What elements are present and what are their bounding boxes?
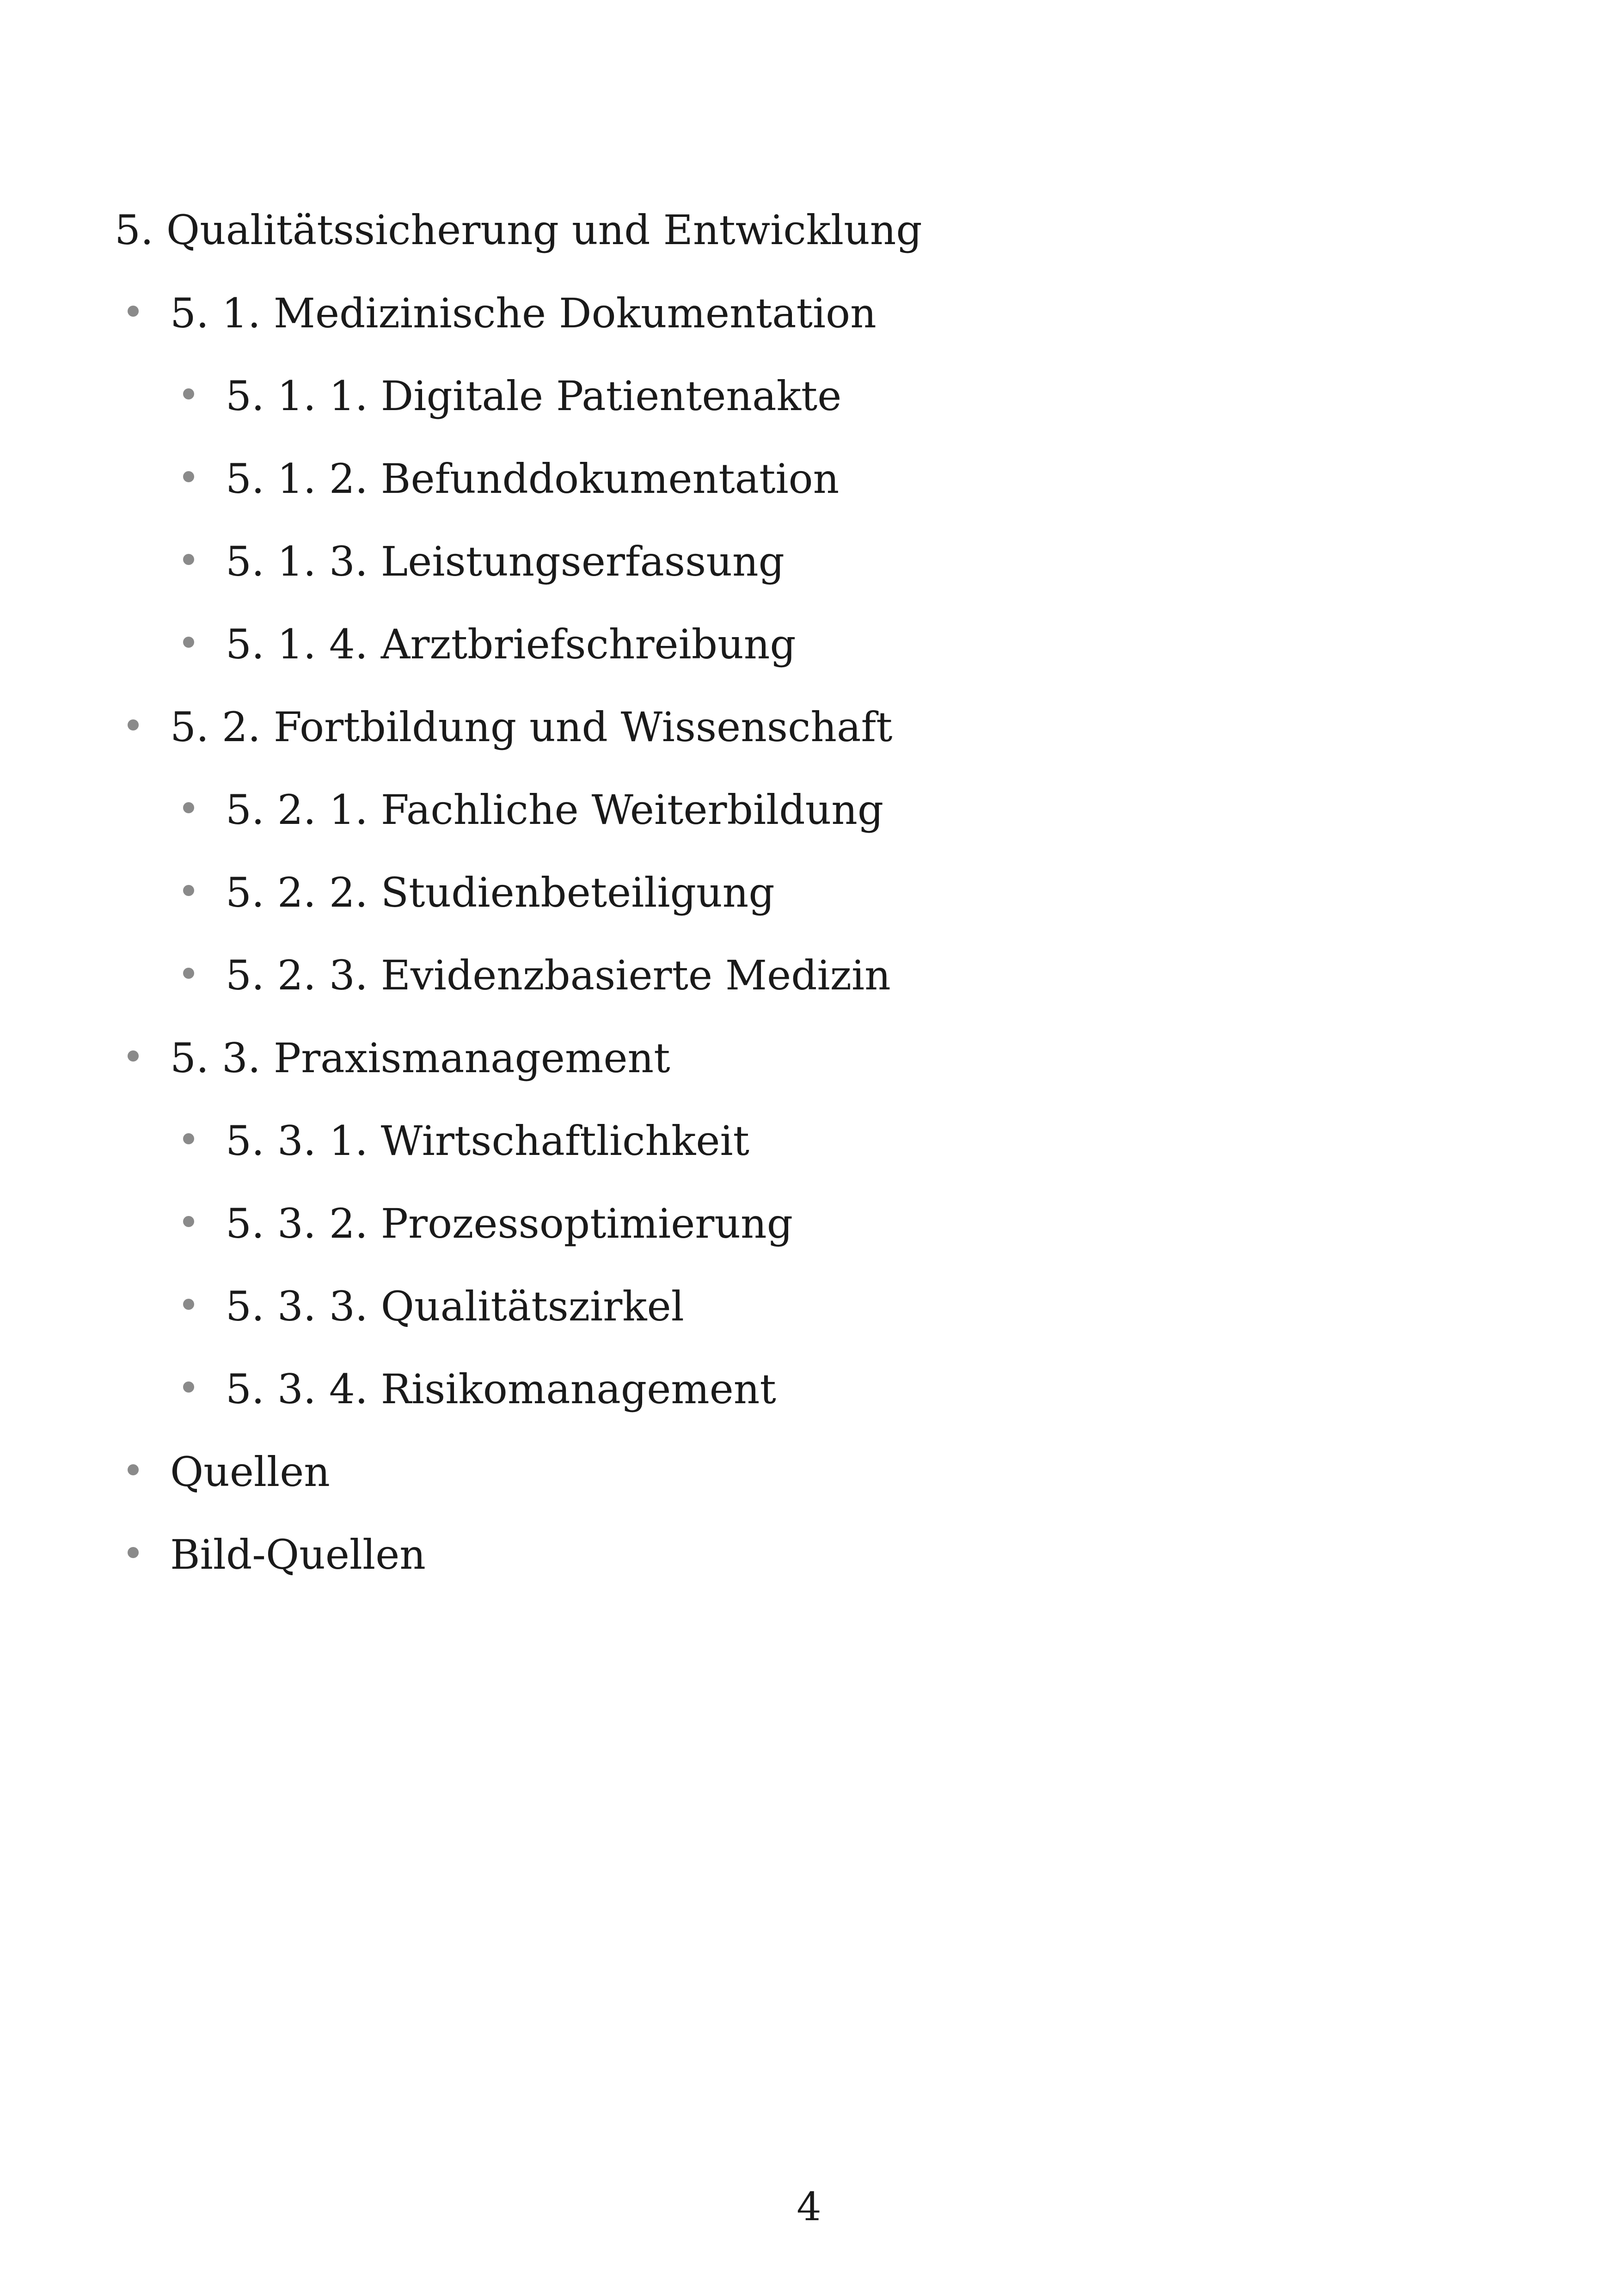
toc-item-fortbildung-und-wissenschaft[interactable] xyxy=(0,700,892,782)
toc-item-arztbriefschreibung[interactable] xyxy=(0,617,892,700)
bullet-icon xyxy=(183,554,194,565)
bullet-icon xyxy=(183,885,194,896)
bullet-icon xyxy=(183,1381,194,1393)
toc-item-bild-quellen[interactable] xyxy=(0,1527,892,1610)
bullet-icon xyxy=(128,1050,139,1062)
toc-item-risikomanagement[interactable] xyxy=(0,1362,892,1444)
toc-item-label: 5. 1. 2. Befunddokumentation xyxy=(226,455,840,503)
toc-item-label: 5. 1. 4. Arztbriefschreibung xyxy=(226,620,796,668)
toc-item-label: 5. 3. 2. Prozessoptimierung xyxy=(226,1200,793,1247)
toc-item-medizinische-dokumentation[interactable] xyxy=(0,286,892,368)
page-number: 4 xyxy=(797,2184,821,2229)
bullet-icon xyxy=(128,1464,139,1475)
toc-item-fachliche-weiterbildung[interactable] xyxy=(0,782,892,865)
toc-section-heading: 5. Qualitätssicherung und Entwicklung xyxy=(115,206,922,254)
toc-item-label: 5. 2. Fortbildung und Wissenschaft xyxy=(170,703,893,751)
toc-item-label: 5. 2. 1. Fachliche Weiterbildung xyxy=(226,786,884,834)
toc-item-qualitaetszirkel[interactable] xyxy=(0,1279,892,1362)
toc-item-label: 5. 3. 4. Risikomanagement xyxy=(226,1365,776,1413)
toc-item-wirtschaftlichkeit[interactable] xyxy=(0,1113,892,1196)
bullet-icon xyxy=(128,306,139,317)
toc-item-befunddokumentation[interactable] xyxy=(0,451,892,534)
bullet-icon xyxy=(183,388,194,399)
toc-item-label: 5. 2. 3. Evidenzbasierte Medizin xyxy=(226,952,891,999)
toc-item-studienbeteiligung[interactable] xyxy=(0,865,892,948)
bullet-icon xyxy=(128,1547,139,1558)
bullet-icon xyxy=(183,1299,194,1310)
bullet-icon xyxy=(183,1133,194,1144)
toc-list xyxy=(0,286,892,1610)
toc-item-digitale-patientenakte[interactable] xyxy=(0,368,892,451)
toc-item-quellen[interactable] xyxy=(0,1444,892,1527)
toc-item-label: 5. 3. Praxismanagement xyxy=(170,1034,670,1082)
bullet-icon xyxy=(183,637,194,648)
toc-item-label: 5. 1. 1. Digitale Patientenakte xyxy=(226,372,842,420)
toc-item-label: Quellen xyxy=(170,1448,330,1496)
bullet-icon xyxy=(183,802,194,813)
toc-item-praxismanagement[interactable] xyxy=(0,1031,892,1113)
bullet-icon xyxy=(128,719,139,731)
bullet-icon xyxy=(183,968,194,979)
toc-item-leistungserfassung[interactable] xyxy=(0,534,892,617)
toc-item-label: 5. 1. 3. Leistungserfassung xyxy=(226,538,785,585)
bullet-icon xyxy=(183,1216,194,1227)
toc-item-prozessoptimierung[interactable] xyxy=(0,1196,892,1279)
toc-item-label: Bild-Quellen xyxy=(170,1531,426,1578)
toc-item-label: 5. 3. 1. Wirtschaftlichkeit xyxy=(226,1117,749,1165)
toc-item-label: 5. 3. 3. Qualitätszirkel xyxy=(226,1283,684,1330)
toc-item-label: 5. 2. 2. Studienbeteiligung xyxy=(226,869,775,916)
toc-item-label: 5. 1. Medizinische Dokumentation xyxy=(170,289,876,337)
toc-item-evidenzbasierte-medizin[interactable] xyxy=(0,948,892,1031)
bullet-icon xyxy=(183,471,194,482)
